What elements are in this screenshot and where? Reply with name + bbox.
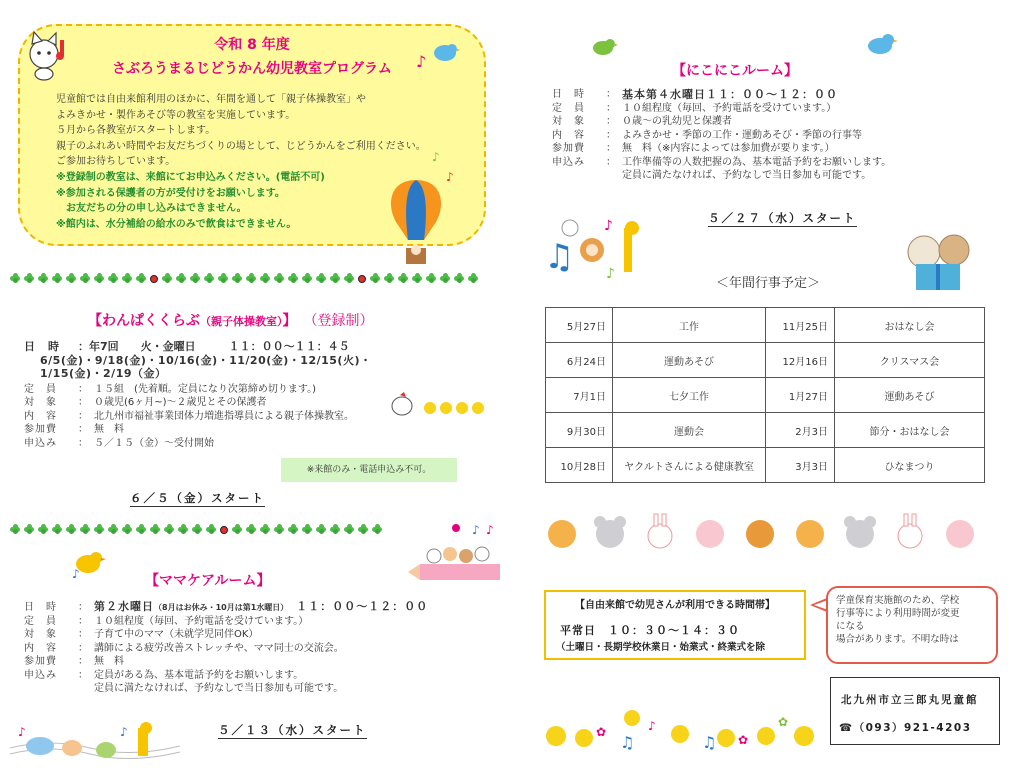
capacity-value: １５組 (先着順。定員になり次第締め切ります。): [94, 383, 317, 395]
content-label: 内 容: [24, 410, 57, 422]
date-label: 日 時: [552, 89, 585, 100]
svg-text:♪: ♪: [120, 725, 128, 739]
free-visit-hours-box: [544, 590, 806, 660]
capacity-value: １０組程度（毎回、予約電話を受けています。）: [622, 102, 837, 114]
nikoniko-info: 日 時 ： 基本第４水曜日１１：００～１２：００ 定 員 ： １０組程度（毎回、予約電話を受けています。） 対 象 ： ０歳～の乳幼児と保護者 内 容 ： よみきかせ・季節の工作・運動あそび・季節の行事等 参加費 ： 無 料（※内容によっては参加費が要ります。） 申込み ： 工作準備等の人数把握の為、基本電話予約をお願いします。 定員に満たなければ、予約なしで当日参加も可能です。: [552, 88, 1012, 183]
date-value: 基本第４水曜日１１：００～１２：００: [622, 88, 838, 101]
hot-air-balloon-icon: [384, 178, 448, 274]
date-label: 日 時: [24, 602, 57, 613]
green-bird-icon: [590, 36, 618, 62]
wanpaku-title-end: 】: [282, 313, 297, 329]
intro-line: ５月から各教室がスタートします。: [56, 125, 216, 137]
svg-text:♫: ♫: [544, 237, 575, 277]
bluebird-icon: [864, 30, 898, 62]
date-value: ：年7回 火・金曜日 １１：００～１１：４５: [78, 340, 350, 353]
svg-text:✿: ✿: [738, 733, 749, 747]
bubble-line: 場合があります。不明な時は: [836, 634, 959, 645]
apply-value: 定員に満たなければ、予約なしで当日参加も可能です。: [622, 170, 872, 181]
event-date: 2月3日: [766, 413, 835, 448]
apply-label: 申込み: [552, 156, 585, 168]
organization-box: [830, 677, 1000, 745]
apply-value: ５／１５（金）～受付開始: [94, 437, 214, 449]
date-label: 日 時: [24, 340, 60, 353]
free-visit-time: 平常日 １０：３０～１４：３０: [560, 624, 740, 637]
fee-label: 参加費: [24, 656, 57, 667]
svg-text:♪: ♪: [648, 719, 656, 733]
free-visit-title: 【自由来館で幼児さんが利用できる時間帯】: [575, 600, 775, 611]
content-value: 北九州市福祉事業団体力増進指導員による親子体操教室。: [94, 410, 354, 422]
event-name: おはなし会: [835, 308, 985, 343]
content-value: 講師による疲労改善ストレッチや、ママ同士の交流会。: [94, 642, 344, 654]
intro-line: ご参加お待ちしています。: [56, 156, 176, 168]
bubble-line: 行事等により利用時間が変更: [836, 608, 960, 619]
table-row: [546, 378, 985, 413]
intro-line: 親子のふれあい時間やお友だちづくりの場として、じどうかんをご利用ください。: [56, 140, 426, 152]
target-label: 対 象: [24, 629, 57, 640]
capacity-label: 定 員: [24, 383, 57, 395]
bluebird-icon: [430, 40, 460, 68]
target-value: ０歳児(6ヶ月~)～２歳児とその保護者: [94, 397, 267, 408]
animal-band-icon: [10, 718, 180, 772]
bubble-line: になる: [836, 621, 865, 632]
program-title: さぶろうまるじどうかん幼児教室プログラム: [112, 61, 392, 77]
free-visit-exclusion: （土曜日・長期学校休業日・始業式・終業式を除: [556, 642, 766, 653]
date-day: 第２水曜日: [94, 600, 154, 613]
clover-border: [10, 524, 410, 536]
animal-orchestra-icon: [542, 512, 982, 562]
date-line: 1/15(金)・2/19（金）: [40, 367, 167, 380]
notice-line: お友だちの分の申し込みはできません。: [56, 203, 247, 215]
clover-border: [10, 273, 498, 285]
table-row: [546, 413, 985, 448]
target-label: 対 象: [24, 397, 57, 408]
mamacare-info: 日 時 ： 第２水曜日（8月はお休み・10月は第1水曜日） １１：００～１２：００ 定 員 ： １０組程度（毎回、予約電話を受けています。） 対 象 ： 子育て中のママ（未就学児同伴OK） 内 容 ： 講師による疲労改善ストレッチや、ママ同士の交流会。 参加費 ： 無 料 申込み ： 定員がある為、基本電話予約をお願いします。 定員に満たなければ、予約なしで当日参加も可能です。: [24, 600, 504, 696]
svg-text:♫: ♫: [702, 733, 717, 752]
registration-badge: （登録制）: [310, 313, 374, 329]
event-date: 7月1日: [546, 378, 613, 413]
svg-text:♪: ♪: [606, 266, 615, 282]
intro-line: よみきかせ・製作あそび等の教室を実施しています。: [56, 109, 296, 121]
bubble-line: 学童保育実施館のため、学校: [836, 595, 960, 606]
phone-not-accepted-note: ※来館のみ・電話申込み不可。: [281, 458, 457, 482]
wanpaku-title-sub: （親子体操教室）: [200, 315, 283, 328]
event-name: 工作: [613, 308, 766, 343]
table-row: [546, 343, 985, 378]
event-date: 5月27日: [546, 308, 613, 343]
intro-line: 児童館では自由来館利用のほかに、年間を通して「親子体操教室」や: [56, 94, 366, 105]
fee-label: 参加費: [552, 143, 585, 154]
mamacare-title: 【ママケアルーム】: [145, 573, 271, 589]
chicken-icon: [390, 392, 500, 422]
apply-value: 定員に満たなければ、予約なしで当日参加も可能です。: [94, 683, 344, 694]
chicks-icon: [540, 704, 830, 758]
pencil-animals-icon: [406, 520, 502, 588]
svg-text:♪: ♪: [604, 218, 613, 234]
svg-text:✿: ✿: [778, 715, 789, 729]
capacity-value: １０組程度（毎回、予約電話を受けています。）: [94, 615, 309, 627]
event-date: 3月3日: [766, 448, 835, 483]
wanpaku-start-text: ６／５（金）スタート: [130, 491, 265, 505]
event-date: 11月25日: [766, 308, 835, 343]
nikoniko-title: 【にこにこルーム】: [672, 63, 798, 79]
year-heading: 令和 8 年度: [214, 37, 290, 53]
target-label: 対 象: [552, 116, 585, 127]
canary-icon: [70, 548, 110, 582]
notice-line: ※館内は、水分補給の給水のみで飲食はできません。: [56, 218, 297, 230]
event-name: 運動あそび: [613, 343, 766, 378]
content-label: 内 容: [552, 129, 585, 141]
annual-schedule-table: [545, 307, 985, 483]
apply-value: 定員がある為、基本電話予約をお願いします。: [94, 669, 304, 681]
content-value: よみきかせ・季節の工作・運動あそび・季節の行事等: [622, 129, 862, 141]
mamacare-start-date: [218, 722, 367, 738]
svg-text:♪: ♪: [486, 523, 494, 537]
nikoniko-start-text: ５／２７（水）スタート: [708, 211, 857, 225]
table-row: [546, 308, 985, 343]
apply-label: 申込み: [24, 437, 57, 449]
music-note-icon: ♪: [432, 150, 440, 164]
target-value: ０歳～の乳幼児と保護者: [622, 116, 732, 127]
content-label: 内 容: [24, 642, 57, 654]
event-name: ひなまつり: [835, 448, 985, 483]
apply-label: 申込み: [24, 669, 57, 681]
event-name: クリスマス会: [835, 343, 985, 378]
event-date: 10月28日: [546, 448, 613, 483]
wanpaku-start-date: [130, 490, 265, 506]
fee-value: 無 料: [94, 656, 124, 667]
organization-name: 北九州市立三郎丸児童館: [841, 694, 979, 706]
event-date: 9月30日: [546, 413, 613, 448]
date-exception: （8月はお休み・10月は第1水曜日）: [154, 603, 289, 612]
table-row: [546, 448, 985, 483]
cat-icon: [22, 30, 72, 82]
svg-text:♪: ♪: [472, 523, 480, 537]
phone-number: ☎（093）921-4203: [839, 722, 972, 734]
event-name: 七夕工作: [613, 378, 766, 413]
date-time: １１：００～１２：００: [296, 600, 429, 613]
wanpaku-title-main: 【わんぱくくらぶ: [88, 313, 200, 329]
event-name: ヤクルトさんによる健康教室: [613, 448, 766, 483]
nikoniko-start-date: [708, 210, 857, 226]
fee-value: 無 料: [94, 424, 124, 435]
svg-text:♪: ♪: [18, 725, 26, 739]
event-name: 運動あそび: [835, 378, 985, 413]
target-value: 子育て中のママ（未就学児同伴OK）: [94, 629, 259, 640]
event-date: 12月16日: [766, 343, 835, 378]
notice-line: ※登録制の教室は、来館にてお申込みください。(電話不可): [56, 171, 325, 183]
fee-label: 参加費: [24, 424, 57, 435]
mamacare-start-text: ５／１３（水）スタート: [218, 723, 367, 737]
event-date: 1月27日: [766, 378, 835, 413]
wanpaku-title: [88, 310, 374, 330]
notice-line: ※参加される保護者の方が受付けをお願いします。: [56, 187, 285, 199]
capacity-label: 定 員: [24, 615, 57, 627]
svg-text:♫: ♫: [620, 733, 635, 752]
schedule-title: ＜年間行事予定＞: [715, 276, 820, 291]
music-note-icon: ♪: [446, 170, 454, 184]
notice-speech-bubble: [826, 586, 998, 664]
svg-text:✿: ✿: [596, 725, 607, 739]
svg-text:♪: ♪: [72, 567, 80, 578]
capacity-label: 定 員: [552, 102, 585, 114]
event-date: 6月24日: [546, 343, 613, 378]
event-name: 節分・おはなし会: [835, 413, 985, 448]
wanpaku-info: 日 時 ：年7回 火・金曜日 １１：００～１１：４５ 6/5(金)・9/18(金)・10/16(金)・11/20(金)・12/15(火)・ 1/15(金)・2/19（金） 定 員 ： １５組 (先着順。定員になり次第締め切ります。) 対 象 ： ０歳児(6ヶ月~)～２歳児とその保護者 内 容 ： 北九州市福祉事業団体力増進指導員による親子体操教室。 参加費 ： 無 料 申込み ： ５／１５（金）～受付開始: [24, 340, 494, 450]
date-line: 6/5(金)・9/18(金)・10/16(金)・11/20(金)・12/15(火)・: [40, 353, 372, 367]
fee-value: 無 料（※内容によっては参加費が要ります。）: [622, 143, 835, 154]
event-name: 運動会: [613, 413, 766, 448]
music-note-icon: ♪: [416, 52, 427, 71]
apply-value: 工作準備等の人数把握の為、基本電話予約をお願いします。: [622, 156, 892, 168]
